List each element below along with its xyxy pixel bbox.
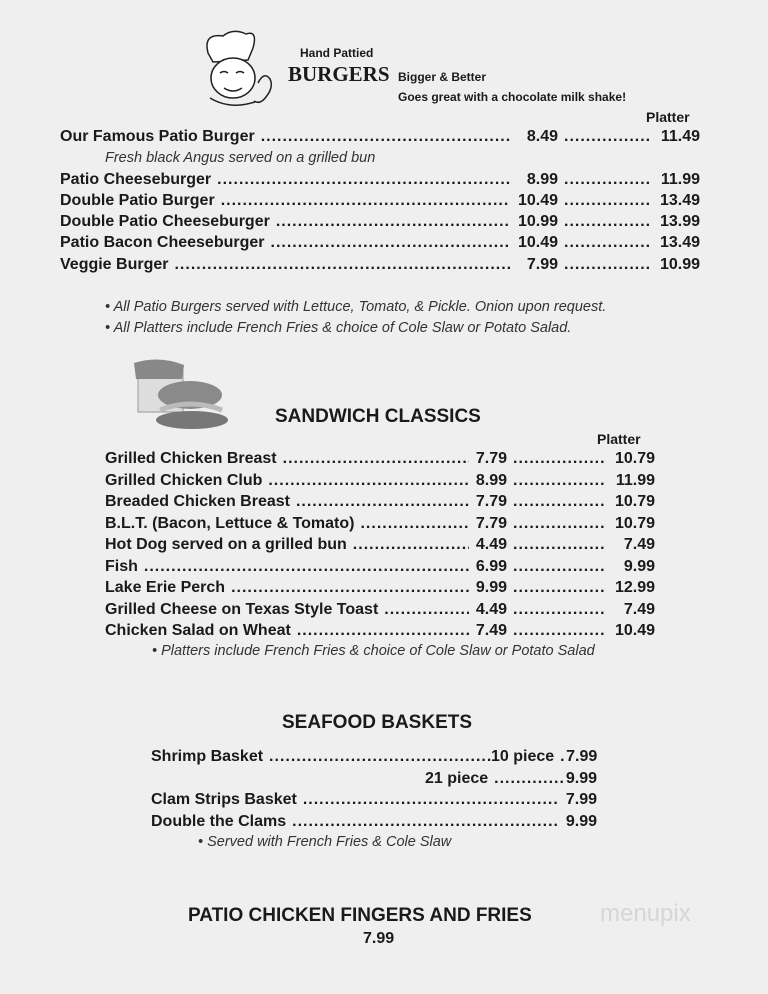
menu-item xyxy=(105,558,655,578)
watermark: menupix xyxy=(600,900,691,927)
item-price: 6.99 xyxy=(475,557,507,575)
menu-item xyxy=(425,770,597,790)
menu-item xyxy=(105,601,655,621)
menu-item xyxy=(105,493,655,513)
burgers-platter-label: Platter xyxy=(646,109,690,125)
item-name: Shrimp Basket xyxy=(151,748,264,765)
burgers-note: • All Platters include French Fries & choice of Cole Slaw or Potato Salad. xyxy=(105,320,572,336)
fingers-price: 7.99 xyxy=(363,930,395,947)
item-name: Breaded Chicken Breast xyxy=(105,493,290,510)
item-platter-price: 13.49 xyxy=(659,234,700,251)
menu-item xyxy=(60,192,700,212)
menu-item xyxy=(105,472,655,492)
item-price: 9.99 xyxy=(565,813,597,830)
menu-item xyxy=(105,536,655,556)
menu-item xyxy=(105,450,655,470)
sandwiches-title: SANDWICH CLASSICS xyxy=(275,406,481,427)
burgers-note: • All Patio Burgers served with Lettuce, Tomato, & Pickle. Onion upon request. xyxy=(105,299,607,315)
burgers-title: BURGERS xyxy=(288,62,390,86)
item-option: 10 piece xyxy=(491,748,555,765)
burgers-tagline-2: Goes great with a chocolate milk shake! xyxy=(398,90,627,104)
item-name: Hot Dog served on a grilled bun xyxy=(105,536,347,553)
item-name: Grilled Cheese on Texas Style Toast xyxy=(105,600,379,618)
item-name: Veggie Burger xyxy=(60,256,169,273)
item-name: Double Patio Burger xyxy=(60,192,215,209)
item-platter-price: 11.49 xyxy=(660,128,700,145)
item-name: Clam Strips Basket xyxy=(151,791,297,808)
item-price: 4.49 xyxy=(475,536,507,553)
item-price: 8.99 xyxy=(526,171,558,188)
item-option: 21 piece xyxy=(425,770,489,787)
item-price: 7.79 xyxy=(475,450,507,467)
item-name: Grilled Chicken Breast xyxy=(105,450,277,467)
menu-item xyxy=(105,515,655,535)
menu-item xyxy=(105,579,655,599)
item-platter-price: 11.99 xyxy=(660,171,700,188)
item-price: 7.49 xyxy=(475,622,507,639)
fingers-title: PATIO CHICKEN FINGERS AND FRIES xyxy=(188,905,532,926)
menu-item xyxy=(60,256,700,276)
item-description: Fresh black Angus served on a grilled bun xyxy=(105,150,376,166)
item-price: 7.99 xyxy=(565,791,597,808)
menu-item xyxy=(60,171,700,191)
item-platter-price: 12.99 xyxy=(614,579,655,596)
item-price: 7.99 xyxy=(566,748,598,765)
sandwich-fries-illustration xyxy=(130,355,230,435)
item-platter-price: 10.79 xyxy=(614,450,655,467)
item-platter-price: 13.99 xyxy=(659,213,700,230)
item-platter-price: 9.99 xyxy=(623,557,655,575)
item-name: Lake Erie Perch xyxy=(105,579,226,596)
item-price: 8.99 xyxy=(475,471,507,489)
item-platter-price: 13.49 xyxy=(659,192,700,209)
item-platter-price: 10.79 xyxy=(614,514,655,532)
menu-item xyxy=(60,213,700,233)
menu-item xyxy=(151,748,597,768)
item-name: Patio Cheeseburger xyxy=(60,171,212,188)
item-name: B.L.T. (Bacon, Lettuce & Tomato) xyxy=(105,514,355,532)
menu-item xyxy=(60,234,700,254)
item-name: Fish xyxy=(105,557,138,575)
item-price: 10.49 xyxy=(517,234,558,251)
item-price: 9.99 xyxy=(565,770,597,787)
item-price: 7.99 xyxy=(526,256,558,273)
menu-item xyxy=(151,791,597,811)
item-platter-price: 10.99 xyxy=(659,256,700,273)
item-price: 7.79 xyxy=(475,514,507,532)
item-platter-price: 7.49 xyxy=(623,600,655,618)
item-price: 10.49 xyxy=(517,192,558,209)
item-name: Double Patio Cheeseburger xyxy=(60,213,270,230)
sandwiches-platter-label: Platter xyxy=(597,431,641,447)
item-price: 9.99 xyxy=(475,579,507,596)
item-price: 8.49 xyxy=(526,128,558,145)
sandwiches-note: • Platters include French Fries & choice of Cole Slaw or Potato Salad xyxy=(152,643,595,659)
seafood-title: SEAFOOD BASKETS xyxy=(282,712,473,733)
item-name: Chicken Salad on Wheat xyxy=(105,622,291,639)
item-platter-price: 10.49 xyxy=(614,622,655,639)
item-platter-price: 10.79 xyxy=(614,493,655,510)
chef-illustration xyxy=(198,28,288,110)
seafood-note: • Served with French Fries & Cole Slaw xyxy=(198,834,452,850)
item-name: Our Famous Patio Burger xyxy=(60,128,255,145)
burgers-kicker: Hand Pattied xyxy=(300,46,374,60)
item-name: Double the Clams xyxy=(151,813,287,830)
item-name: Grilled Chicken Club xyxy=(105,471,263,489)
menu-item xyxy=(60,128,700,148)
item-platter-price: 7.49 xyxy=(623,536,655,553)
item-price: 7.79 xyxy=(475,493,507,510)
item-price: 4.49 xyxy=(475,600,507,618)
burgers-tagline-1: Bigger & Better xyxy=(398,70,487,84)
item-name: Patio Bacon Cheeseburger xyxy=(60,234,265,251)
item-price: 10.99 xyxy=(517,213,558,230)
item-platter-price: 11.99 xyxy=(615,471,655,489)
menu-item xyxy=(105,622,655,642)
menu-item xyxy=(151,813,597,833)
